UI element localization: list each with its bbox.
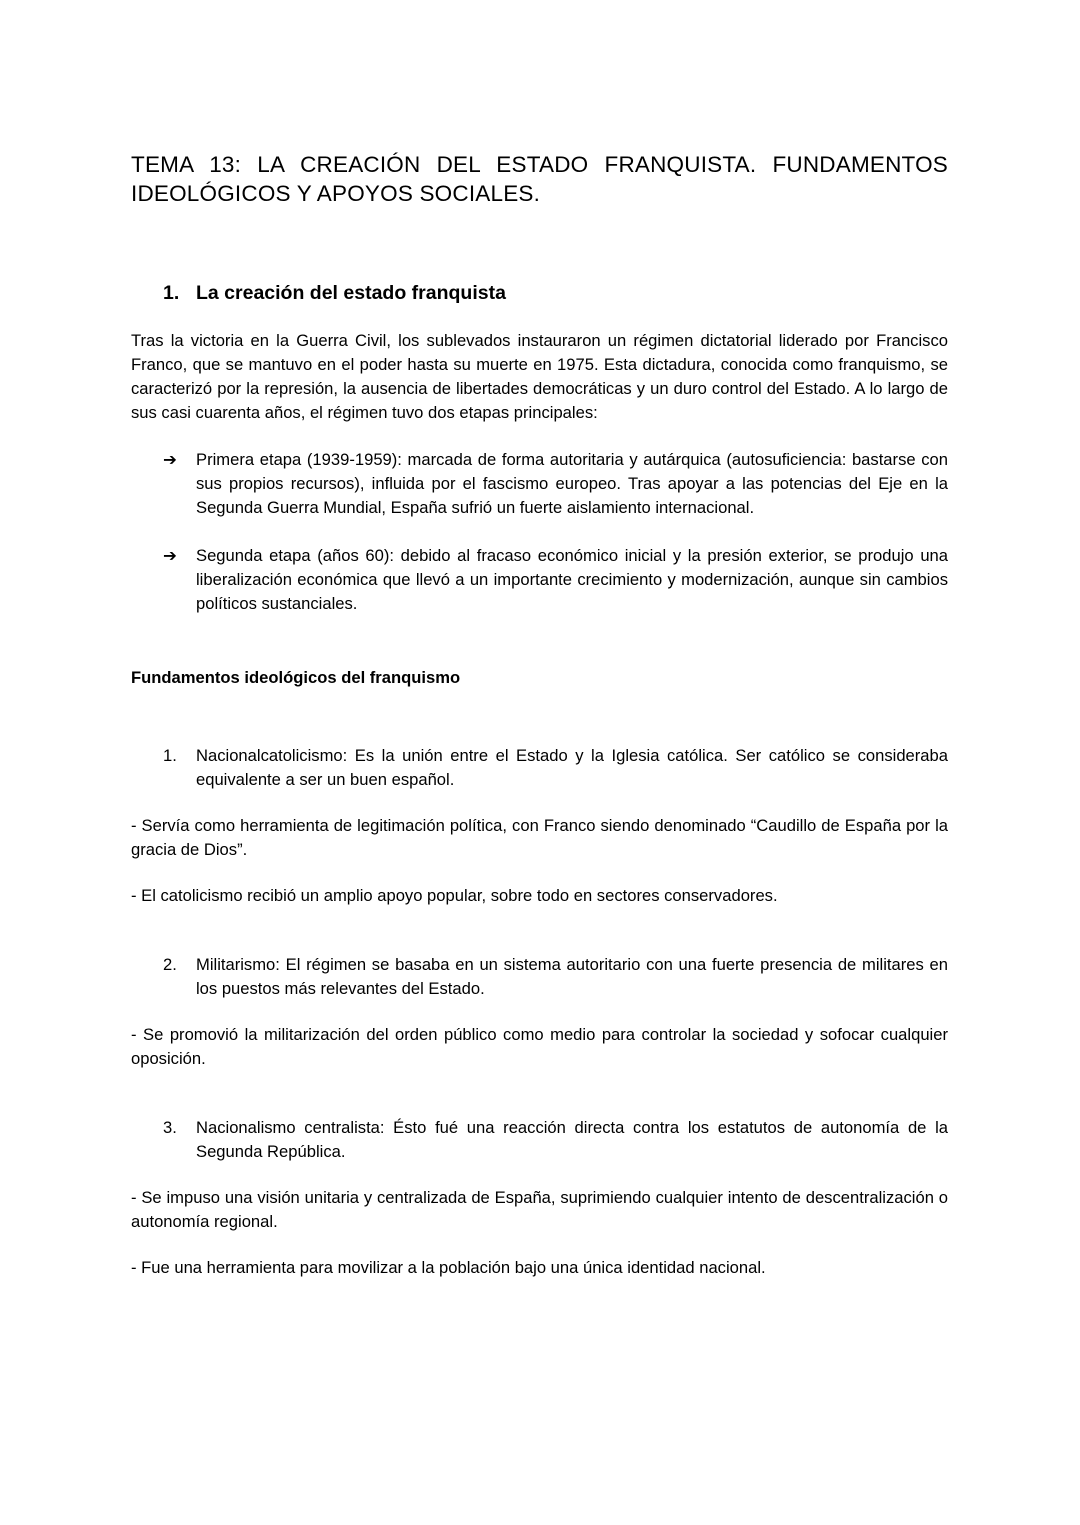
dash-point: - El catolicismo recibió un amplio apoyo popular, sobre todo en sectores conservadores. [131,886,778,905]
stage-text: Primera etapa (1939-1959): marcada de forma autoritaria y autárquica (autosuficiencia: bastarse con sus propios recursos), influida por el fascismo europeo. Tras apoyar a las potencias del Eje en la Segunda Guerra Mundial, España sufrió un fuerte aislamiento internacional. [196,450,948,517]
dash-point: - Se promovió la militarización del orden público como medio para controlar la sociedad y sofocar cualquier oposición. [131,1025,948,1068]
section-1-intro: Tras la victoria en la Guerra Civil, los sublevados instauraron un régimen dictatorial liderado por Francisco Franco, que se mantuvo en el poder hasta su muerte en 1975. Esta dictadura, conocida como franquismo, se caracterizó por la represión, la ausencia de libertades democráticas y un duro control del Estado. A lo largo de sus casi cuarenta años, el régimen tuvo dos etapas principales: [131,331,948,422]
dash-point: - Servía como herramienta de legitimación política, con Franco siendo denominado “Caudillo de España por la gracia de Dios”. [131,816,948,859]
section-2-heading: Fundamentos ideológicos del franquismo [131,668,461,687]
list-item [131,744,948,792]
dash-point: - Fue una herramienta para movilizar a la población bajo una única identidad nacional. [131,1258,766,1277]
item-number: 1. [163,746,177,765]
stage-text: Segunda etapa (años 60): debido al fracaso económico inicial y la presión exterior, se produjo una liberalización económica que llevó a un importante crecimiento y modernización, aunque sin cambios políticos sustanciales. [196,546,948,613]
section-1-heading [131,280,948,306]
section-1-number: 1. [163,282,180,304]
arrow-right-icon: ➔ [163,450,177,469]
dash-point: - Se impuso una visión unitaria y centralizada de España, suprimiendo cualquier intento de descentralización o autonomía regional. [131,1188,948,1231]
item-text: Militarismo: El régimen se basaba en un sistema autoritario con una fuerte presencia de militares en los puestos más relevantes del Estado. [196,955,948,998]
item-text: Nacionalcatolicismo: Es la unión entre el Estado y la Iglesia católica. Ser católico se consideraba equivalente a ser un buen español. [196,746,948,789]
list-item [131,448,948,520]
list-item [131,544,948,616]
item-number: 2. [163,955,177,974]
section-1-heading-text: La creación del estado franquista [196,282,506,304]
title-line-2: IDEOLÓGICOS Y APOYOS SOCIALES. [131,181,541,206]
item-number: 3. [163,1118,177,1137]
list-item [131,1116,948,1164]
document-title [131,150,948,208]
stages-list [131,448,948,616]
arrow-right-icon: ➔ [163,546,177,565]
item-text: Nacionalismo centralista: Ésto fué una reacción directa contra los estatutos de autonomía de la Segunda República. [196,1118,948,1161]
title-line-1: TEMA 13: LA CREACIÓN DEL ESTADO FRANQUISTA. FUNDAMENTOS [131,152,948,177]
document-page [131,150,948,1280]
list-item [131,953,948,1001]
